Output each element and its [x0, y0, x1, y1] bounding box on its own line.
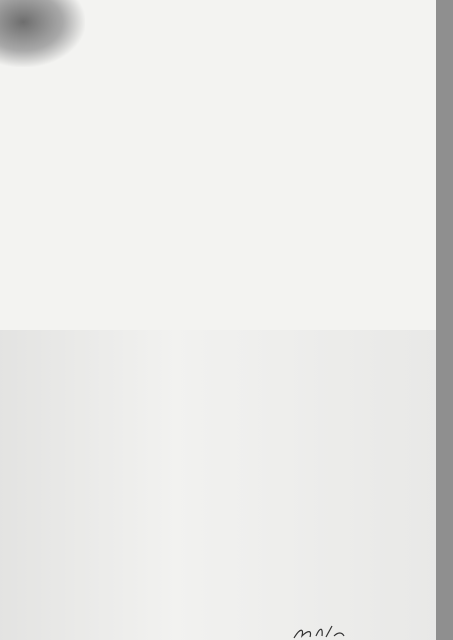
handwritten-signature: [292, 624, 352, 640]
